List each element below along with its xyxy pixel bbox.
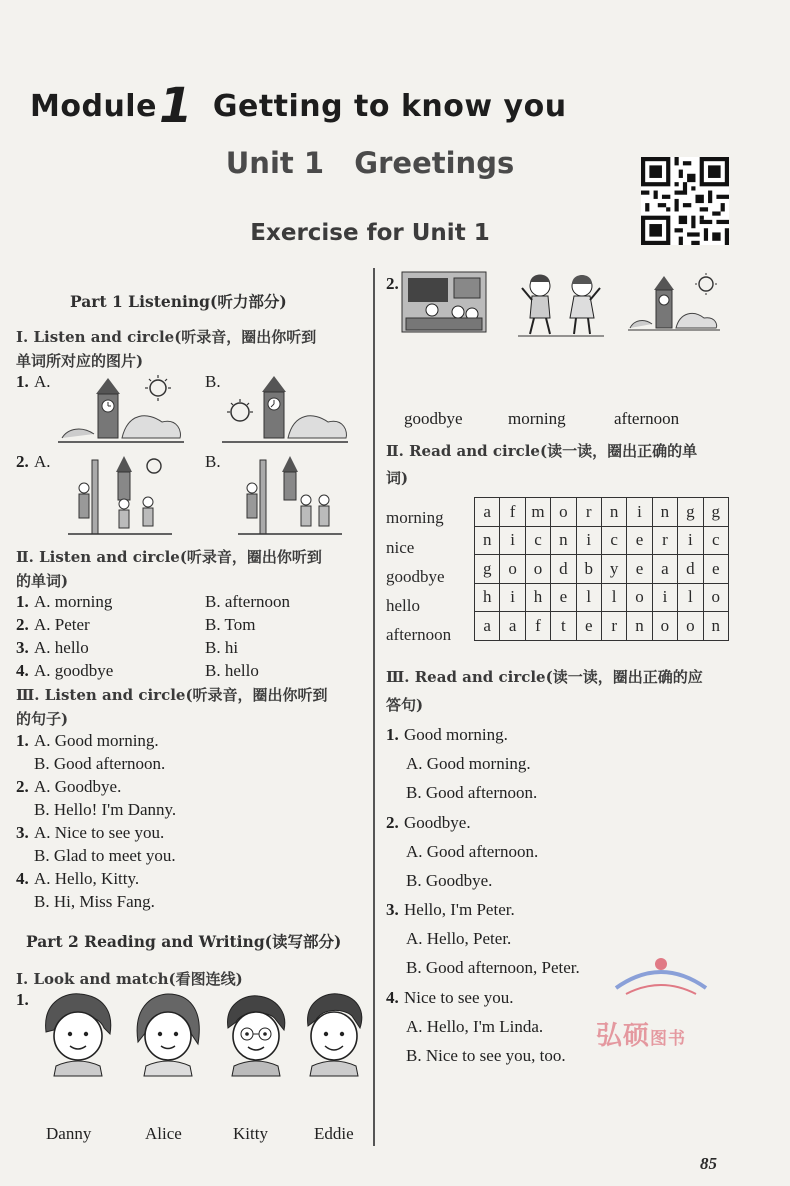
p1-s1-q1-b-label: B. bbox=[205, 372, 221, 391]
danny-face-image[interactable] bbox=[38, 992, 118, 1076]
grid-cell[interactable]: c bbox=[601, 526, 626, 555]
grid-cell[interactable]: i bbox=[500, 526, 525, 555]
grid-cell[interactable]: f bbox=[500, 498, 525, 527]
p2-s3-i1-q: Good morning. bbox=[404, 725, 508, 744]
grid-cell[interactable]: o bbox=[500, 555, 525, 584]
grid-word-goodbye: goodbye bbox=[386, 567, 445, 586]
school-gate-morning-image[interactable] bbox=[68, 452, 172, 538]
page-number: 85 bbox=[700, 1154, 717, 1173]
grid-cell[interactable]: a bbox=[500, 612, 525, 641]
part1-heading: Part 1 Listening(听力部分) bbox=[70, 292, 287, 311]
grid-cell[interactable]: h bbox=[475, 583, 500, 612]
p1-s3-i4-num: 4. bbox=[16, 869, 29, 888]
grid-row bbox=[475, 555, 729, 584]
p2-sec3-heading-2: 答句) bbox=[386, 696, 424, 714]
grid-cell[interactable]: i bbox=[576, 526, 601, 555]
word-afternoon[interactable]: afternoon bbox=[614, 409, 680, 428]
word-morning[interactable]: morning bbox=[508, 409, 566, 428]
p1-s3-i3-num: 3. bbox=[16, 823, 29, 842]
grid-cell[interactable]: a bbox=[475, 612, 500, 641]
p1-s3-i4-b[interactable]: B. Hi, Miss Fang. bbox=[34, 892, 155, 911]
p1-s2-i4-num: 4. bbox=[16, 661, 29, 680]
p1-s2-i2-a[interactable]: A. Peter bbox=[34, 615, 90, 634]
grid-row bbox=[475, 583, 729, 612]
module-title bbox=[30, 78, 567, 134]
p1-sec1-heading-2: 单词所对应的图片) bbox=[16, 352, 144, 370]
p2-s3-i2-a[interactable]: A. Good afternoon. bbox=[406, 842, 539, 861]
grid-word-afternoon: afternoon bbox=[386, 625, 452, 644]
p2-s3-i4-a[interactable]: A. Hello, I'm Linda. bbox=[406, 1017, 544, 1036]
grid-cell[interactable]: r bbox=[652, 526, 677, 555]
module-word: Module bbox=[30, 89, 157, 124]
p1-s2-i1-num: 1. bbox=[16, 592, 29, 611]
name-alice[interactable]: Alice bbox=[145, 1124, 182, 1143]
p2-sec2-heading-2: 词) bbox=[386, 469, 409, 487]
p1-sec1-heading-1: Ⅰ. Listen and circle(听录音，圈出你听到 bbox=[16, 328, 317, 346]
grid-cell[interactable]: o bbox=[525, 555, 550, 584]
p1-s3-i1-b[interactable]: B. Good afternoon. bbox=[34, 754, 166, 773]
p1-s2-i1-b[interactable]: B. afternoon bbox=[205, 592, 290, 611]
alice-face-image[interactable] bbox=[128, 992, 208, 1076]
grid-cell[interactable]: i bbox=[652, 583, 677, 612]
part2-heading: Part 2 Reading and Writing(读写部分) bbox=[26, 932, 342, 951]
p2-s3-i4-b[interactable]: B. Nice to see you, too. bbox=[406, 1046, 566, 1065]
watermark-small: 图书 bbox=[650, 1029, 687, 1049]
p1-s3-i2-a[interactable]: A. Goodbye. bbox=[34, 777, 122, 796]
eddie-face-image[interactable] bbox=[294, 992, 374, 1076]
p2-s3-i2-num: 2. bbox=[386, 813, 399, 832]
grid-cell[interactable]: o bbox=[703, 583, 728, 612]
p1-s1-q2-b-label: B. bbox=[205, 452, 221, 471]
grid-cell[interactable]: h bbox=[525, 583, 550, 612]
p2-s3-i1-b[interactable]: B. Good afternoon. bbox=[406, 783, 538, 802]
p1-s2-i3-num: 3. bbox=[16, 638, 29, 657]
p1-sec3-heading-2: 的句子) bbox=[16, 710, 69, 728]
p2-s3-i3-q: Hello, I'm Peter. bbox=[404, 900, 515, 919]
grid-cell[interactable]: d bbox=[551, 555, 576, 584]
module-subtitle: Getting to know you bbox=[212, 89, 567, 124]
p1-sec2-heading-2: 的单词) bbox=[16, 572, 69, 590]
grid-cell[interactable]: y bbox=[601, 555, 626, 584]
p2-s1-q2-num: 2. bbox=[386, 274, 399, 293]
clock-tower-afternoon-image[interactable] bbox=[222, 372, 348, 448]
p2-s3-i4-num: 4. bbox=[386, 988, 399, 1007]
grid-cell[interactable]: n bbox=[652, 498, 677, 527]
p1-s3-i3-b[interactable]: B. Glad to meet you. bbox=[34, 846, 176, 865]
grid-cell[interactable]: n bbox=[551, 526, 576, 555]
grid-cell[interactable]: o bbox=[627, 583, 652, 612]
p1-s1-q1-num: 1. bbox=[16, 372, 29, 391]
grid-cell[interactable]: t bbox=[551, 612, 576, 641]
p2-s3-i4-q: Nice to see you. bbox=[404, 988, 514, 1007]
grid-cell[interactable]: n bbox=[627, 612, 652, 641]
p1-s2-i2-num: 2. bbox=[16, 615, 29, 634]
grid-cell[interactable]: d bbox=[678, 555, 703, 584]
p2-sec2-heading-1: Ⅱ. Read and circle(读一读，圈出正确的单 bbox=[386, 442, 698, 460]
p1-s2-i3-b[interactable]: B. hi bbox=[205, 638, 239, 657]
p2-s3-i2-q: Goodbye. bbox=[404, 813, 471, 832]
grid-cell[interactable]: b bbox=[576, 555, 601, 584]
p1-s3-i2-num: 2. bbox=[16, 777, 29, 796]
p1-s1-q1-a-label: A. bbox=[34, 372, 51, 391]
clock-tower-sun-image[interactable] bbox=[628, 272, 720, 334]
grid-cell[interactable]: g bbox=[475, 555, 500, 584]
p2-s3-i3-a[interactable]: A. Hello, Peter. bbox=[406, 929, 512, 948]
grid-row bbox=[475, 498, 729, 527]
letter-grid[interactable] bbox=[474, 497, 729, 641]
exercise-title: Exercise for Unit 1 bbox=[250, 220, 490, 246]
grid-cell[interactable]: e bbox=[576, 612, 601, 641]
p1-s3-i3-a[interactable]: A. Nice to see you. bbox=[34, 823, 165, 842]
p1-s3-i2-b[interactable]: B. Hello! I'm Danny. bbox=[34, 800, 177, 819]
grid-cell[interactable]: r bbox=[576, 498, 601, 527]
grid-cell[interactable]: n bbox=[475, 526, 500, 555]
p2-s3-i3-b[interactable]: B. Good afternoon, Peter. bbox=[406, 958, 580, 977]
p1-s3-i1-num: 1. bbox=[16, 731, 29, 750]
p1-s2-i3-a[interactable]: A. hello bbox=[34, 638, 89, 657]
two-children-waving-image[interactable] bbox=[518, 272, 604, 338]
clock-tower-morning-image[interactable] bbox=[58, 372, 184, 448]
grid-word-morning: morning bbox=[386, 508, 444, 527]
grid-cell[interactable]: i bbox=[627, 498, 652, 527]
grid-cell[interactable]: i bbox=[500, 583, 525, 612]
grid-cell[interactable]: l bbox=[678, 583, 703, 612]
grid-cell[interactable]: g bbox=[678, 498, 703, 527]
p1-s2-i2-b[interactable]: B. Tom bbox=[205, 615, 256, 634]
grid-cell[interactable]: e bbox=[627, 555, 652, 584]
module-number: 1 bbox=[158, 78, 193, 134]
grid-cell[interactable]: m bbox=[525, 498, 550, 527]
p1-s2-i4-b[interactable]: B. hello bbox=[205, 661, 259, 680]
grid-cell[interactable]: c bbox=[703, 526, 728, 555]
p1-s2-i4-a[interactable]: A. goodbye bbox=[34, 661, 114, 680]
grid-word-nice: nice bbox=[386, 538, 415, 557]
grid-cell[interactable]: o bbox=[678, 612, 703, 641]
word-goodbye[interactable]: goodbye bbox=[404, 409, 463, 428]
grid-cell[interactable]: a bbox=[475, 498, 500, 527]
grid-cell[interactable]: e bbox=[703, 555, 728, 584]
p1-s3-i4-a[interactable]: A. Hello, Kitty. bbox=[34, 869, 140, 888]
grid-cell[interactable]: o bbox=[551, 498, 576, 527]
grid-cell[interactable]: i bbox=[678, 526, 703, 555]
kitty-face-image[interactable] bbox=[216, 992, 296, 1076]
grid-cell[interactable]: n bbox=[703, 612, 728, 641]
p1-sec2-heading-1: Ⅱ. Listen and circle(听录音，圈出你听到 bbox=[16, 548, 322, 566]
grid-cell[interactable]: l bbox=[601, 583, 626, 612]
grid-cell[interactable]: l bbox=[576, 583, 601, 612]
name-danny[interactable]: Danny bbox=[46, 1124, 92, 1143]
p1-s1-q2-a-label: A. bbox=[34, 452, 51, 471]
publisher-logo-icon bbox=[606, 952, 716, 1012]
grid-cell[interactable]: o bbox=[652, 612, 677, 641]
grid-cell[interactable]: e bbox=[627, 526, 652, 555]
watermark-main: 弘硕 bbox=[596, 1021, 651, 1051]
grid-word-hello: hello bbox=[386, 596, 420, 615]
name-kitty[interactable]: Kitty bbox=[233, 1124, 268, 1143]
grid-cell[interactable]: f bbox=[525, 612, 550, 641]
grid-cell[interactable]: c bbox=[525, 526, 550, 555]
grid-cell[interactable]: e bbox=[551, 583, 576, 612]
p2-s3-i3-num: 3. bbox=[386, 900, 399, 919]
qr-code[interactable] bbox=[641, 157, 729, 245]
classroom-image[interactable] bbox=[402, 272, 486, 332]
p2-sec3-heading-1: Ⅲ. Read and circle(读一读，圈出正确的应 bbox=[386, 668, 703, 686]
p2-s3-i2-b[interactable]: B. Goodbye. bbox=[406, 871, 493, 890]
school-gate-afternoon-image[interactable] bbox=[238, 452, 342, 538]
publisher-watermark bbox=[596, 1015, 686, 1052]
grid-row bbox=[475, 526, 729, 555]
grid-row bbox=[475, 612, 729, 641]
grid-cell[interactable]: r bbox=[601, 612, 626, 641]
p1-s3-i1-a[interactable]: A. Good morning. bbox=[34, 731, 159, 750]
grid-cell[interactable]: g bbox=[703, 498, 728, 527]
p2-s3-i1-num: 1. bbox=[386, 725, 399, 744]
grid-cell[interactable]: a bbox=[652, 555, 677, 584]
p1-s2-i1-a[interactable]: A. morning bbox=[34, 592, 113, 611]
unit-title: Unit 1 Greetings bbox=[225, 146, 515, 180]
p1-s1-q2-num: 2. bbox=[16, 452, 29, 471]
grid-cell[interactable]: n bbox=[601, 498, 626, 527]
name-eddie[interactable]: Eddie bbox=[314, 1124, 354, 1143]
p2-sec1-heading: Ⅰ. Look and match(看图连线) bbox=[16, 970, 243, 988]
p2-s1-q1-num: 1. bbox=[16, 990, 29, 1009]
p1-sec3-heading-1: Ⅲ. Listen and circle(听录音，圈出你听到 bbox=[16, 686, 328, 704]
p2-s3-i1-a[interactable]: A. Good morning. bbox=[406, 754, 531, 773]
